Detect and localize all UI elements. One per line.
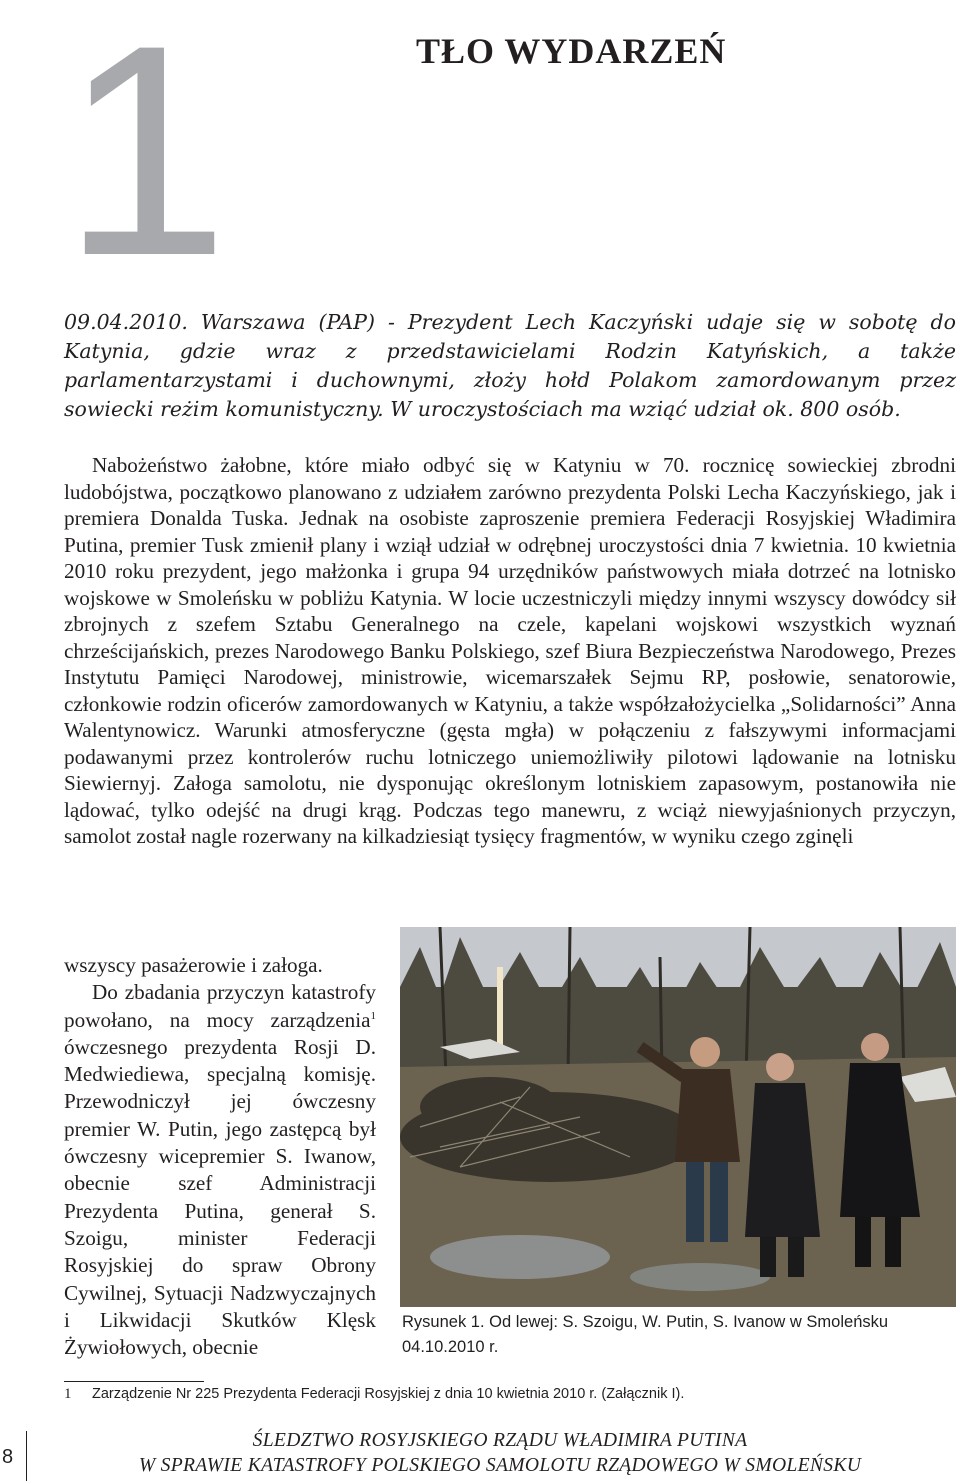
photo-illustration <box>400 927 956 1307</box>
continuation-line: wszyscy pasażerowie i załoga. <box>64 953 323 977</box>
chapter-number: 1 <box>62 0 219 318</box>
footnote-reference: 1 <box>370 1009 376 1022</box>
lead-paragraph: 09.04.2010. Warszawa (PAP) - Prezydent Lech Kaczyński udaje się w sobotę do Katynia, gdzie wraz z przedstawicielami Rodzin Katyńskich, a także parlamentarzystami i duchownymi, złoży hołd Polakom zamordowanym przez sowiecki reżim komunistyczny. W uroczystościach ma wziąć udział ok. 800 osób. <box>64 310 956 421</box>
paragraph-part-1: Do zbadania przyczyn katastrofy powołano, na mocy zarządzenia <box>64 980 376 1032</box>
chapter-title: TŁO WYDARZEŃ <box>416 31 727 71</box>
figure-caption: Rysunek 1. Od lewej: S. Szoigu, W. Putin, S. Ivanow w Smoleńsku 04.10.2010 r. <box>402 1313 889 1356</box>
running-footer <box>40 1428 960 1478</box>
paragraph-part-2: ówczesnego prezydenta Rosji D. Medwiediewa, specjalną komisję. Przewodniczył jej ówczesny premier W. Putin, jego zastępcą był ówczesny wicepremier S. Iwanow, obecnie szef Administracji Prezydenta Putina, generał S. Szoigu, minister Federacji Rosyjskiej do spraw Obrony Cywilnej, Sytuacji Nadzwyczajnych i Likwidacji Skutków Klęsk Żywiołowych, obecnie <box>64 1034 376 1360</box>
page-number: 8 <box>2 1446 14 1468</box>
body-paragraph: Nabożeństwo żałobne, które miało odbyć się w Katyniu w 70. rocznicę sowieckiej zbrodni ludobójstwa, początkowo planowano z udziałem zarówno prezydenta Polski Lecha Kaczyńskiego, jak i premiera Donalda Tuska. Jednak na osobiste zaproszenie premiera Federacji Rosyjskiej Władimira Putina, premier Tusk zmienił plany i wziął udział w odrębnej uroczystości dnia 7 kwietnia. 10 kwietnia 2010 roku prezydent, jego małżonka i grupa 94 urzędników państwowych miała dotrzeć na lotnisko wojskowe w Smoleńsku w pobliżu Katynia. W locie uczestniczyli między innymi wszyscy dowódcy sił zbrojnych z szefem Sztabu Generalnego na czele, kapelani wojskowi wszystkich wyznań chrześcijańskich, prezes Narodowego Banku Polskiego, szef Biura Bezpieczeństwa Narodowego, Prezes Instytutu Pamięci Narodowej, ministrowie, wicemarszałek Sejmu RP, posłowie, senatorowie, członkowie rodzin oficerów zamordowanych w Katyniu, a także współzałożycielka „Solidarności” Anna Walentynowicz. Warunki atmosferyczne (gęsta mgła) w połączeniu z fałszywymi informacjami podawanymi przez kontrolerów ruchu lotniczego uniemożliwiły pilotowi lądowanie na lotnisku Siewiernyj. Załoga samolotu, nie dysponując określonym lotniskiem zapasowym, postanowiła nie lądować, tylko odejść na drugi krąg. Podczas tego manewru, z wciąż niewyjaśnionych przyczyn, samolot został nagle rozerwany na kilkadziesiąt tysięcy fragmentów, w wyniku czego zginęli <box>64 453 956 848</box>
footnote-text: Zarządzenie Nr 225 Prezydenta Federacji Rosyjskiej z dnia 10 kwietnia 2010 r. (Załącznik I). <box>92 1386 685 1402</box>
footnote <box>64 1384 684 1404</box>
running-footer-line-2: W SPRAWIE KATASTROFY POLSKIEGO SAMOLOTU RZĄDOWEGO W SMOLEŃSKU <box>138 1455 862 1476</box>
figure-photo <box>400 927 956 1307</box>
footnote-number: 1 <box>64 1386 72 1402</box>
commission-paragraph <box>64 979 376 1361</box>
left-column-text <box>64 952 376 1361</box>
page-number-rule <box>26 1431 27 1481</box>
footnote-separator <box>64 1381 204 1382</box>
running-footer-line-1: ŚLEDZTWO ROSYJSKIEGO RZĄDU WŁADIMIRA PUTINA <box>252 1430 748 1451</box>
